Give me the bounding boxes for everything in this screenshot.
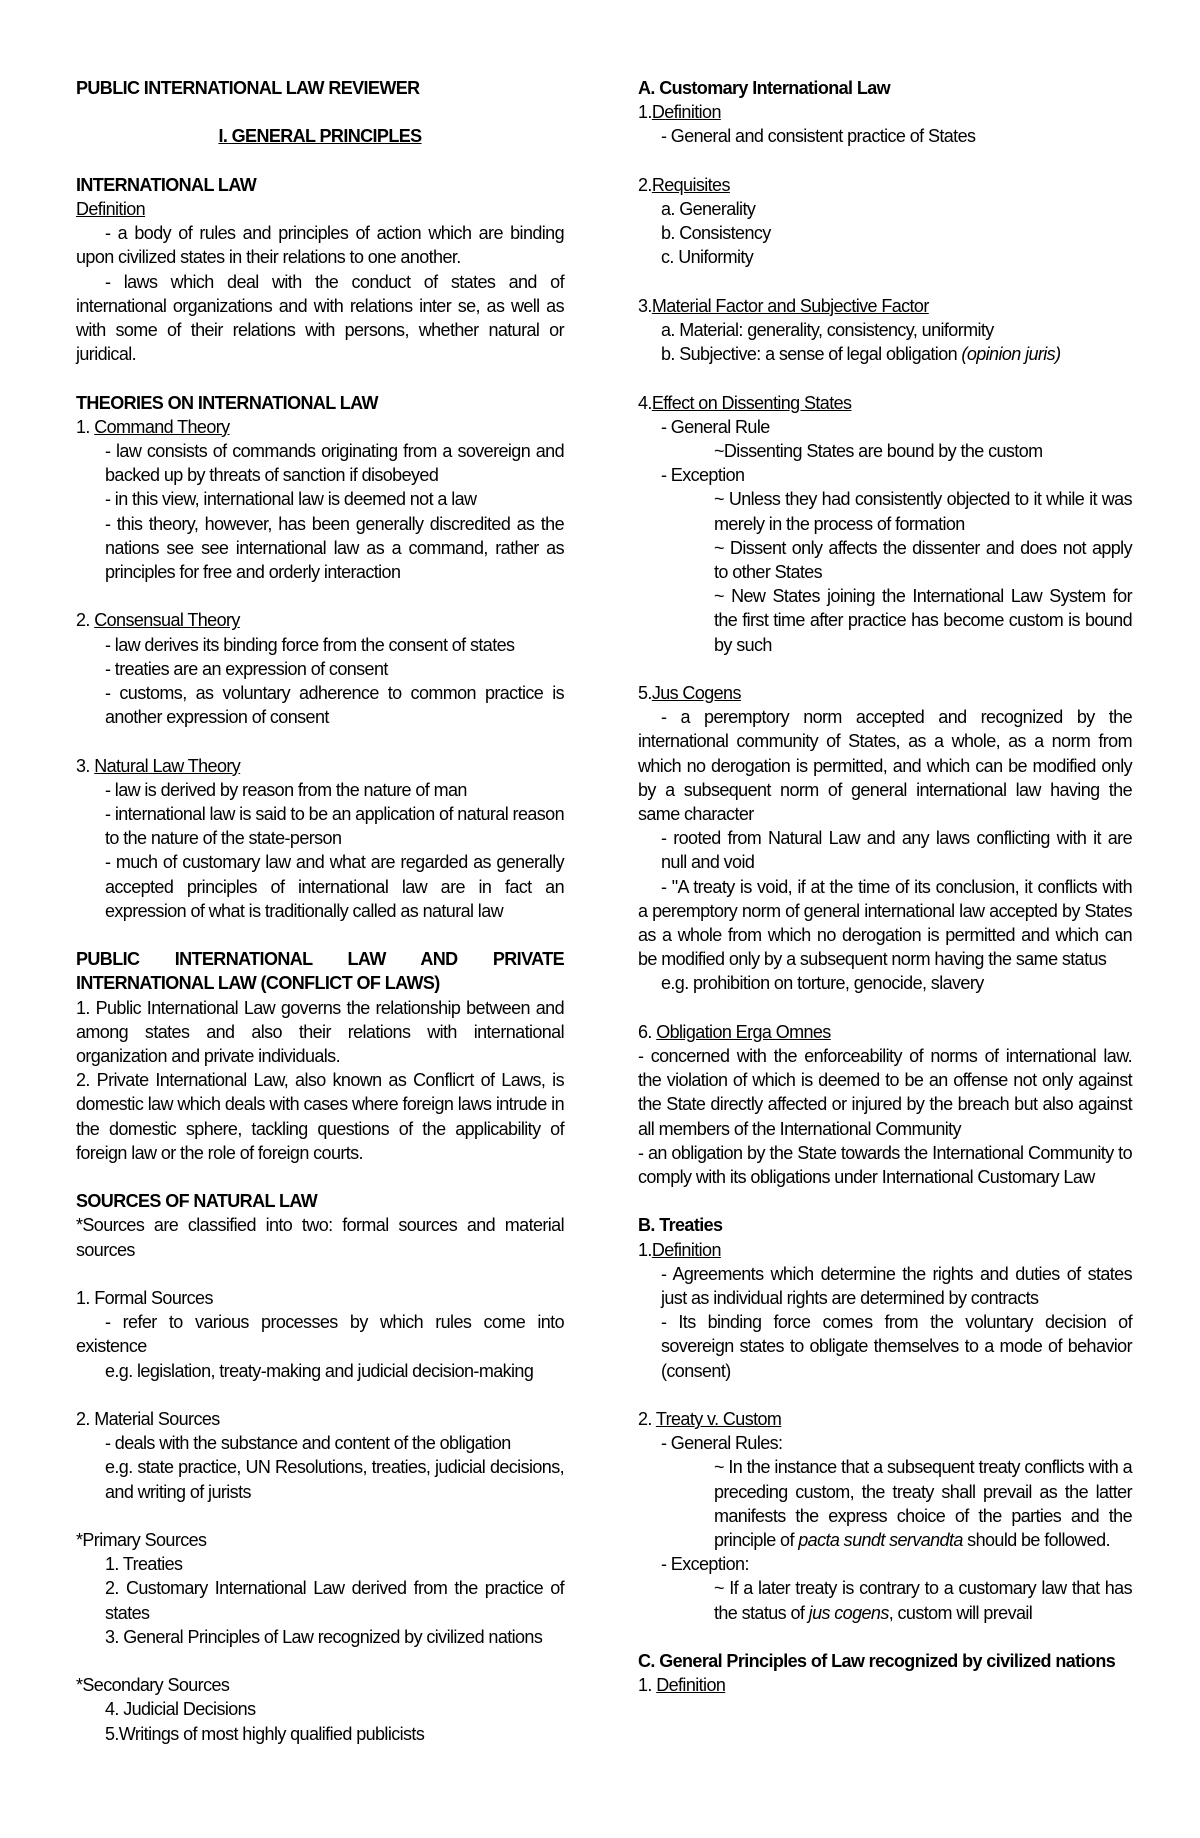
command-theory-p3: - this theory, however, has been generally discredited as the nations see see international law as a command, rather as principles for free and orderly interaction — [105, 513, 564, 583]
secondary-sources-title: *Secondary Sources — [76, 1675, 230, 1696]
customary-definition-text: - General and consistent practice of States — [661, 126, 976, 147]
natural-law-theory-title: 3. Natural Law Theory — [76, 755, 241, 776]
consensual-theory-p3: - customs, as voluntary adherence to common practice is another expression of consent — [105, 683, 564, 728]
consensual-theory-title: 2. Consensual Theory — [76, 610, 240, 631]
command-theory-p2: - in this view, international law is deemed not a law — [105, 489, 477, 510]
intl-law-def-1: - a body of rules and principles of action which are binding upon civilized states in their relations to one another. — [76, 223, 564, 268]
treaty-exception-label: - Exception: — [661, 1554, 749, 1575]
formal-sources-p1: - refer to various processes by which rules come into existence — [76, 1312, 564, 1357]
primary-sources-title: *Primary Sources — [76, 1530, 207, 1551]
requisites-title: 2.Requisites — [638, 174, 730, 195]
intl-law-definition-label: Definition — [76, 198, 146, 219]
natural-law-theory-p2: - international law is said to be an application of natural reason to the nature of the state-person — [105, 804, 564, 849]
material-sources-eg: e.g. state practice, UN Resolutions, treaties, judicial decisions, and writing of jurists — [105, 1457, 564, 1502]
material-factor-a: a. Material: generality, consistency, uniformity — [661, 320, 994, 340]
intl-law-heading: INTERNATIONAL LAW — [76, 174, 257, 195]
primary-source-item: 1. Treaties — [105, 1554, 183, 1575]
general-principles-heading: C. General Principles of Law recognized by civilized nations — [638, 1651, 1116, 1672]
formal-sources-title: 1. Formal Sources — [76, 1288, 213, 1309]
theories-heading: THEORIES ON INTERNATIONAL LAW — [76, 392, 378, 413]
requisite-item: b. Consistency — [661, 223, 771, 244]
material-factor-b: b. Subjective: a sense of legal obligation (opinion juris) — [661, 344, 1061, 365]
customary-definition-title: 1.Definition — [638, 102, 721, 123]
erga-omnes-p2: - an obligation by the State towards the International Community to comply with its obligations under International Customary Law — [638, 1142, 1132, 1188]
exception-item: ~ New States joining the International Law System for the first time after practice has become custom is bound by such — [714, 586, 1132, 655]
material-factor-title: 3.Material Factor and Subjective Factor — [638, 295, 929, 316]
general-principles-definition-title: 1. Definition — [638, 1675, 726, 1696]
requisite-item: c. Uniformity — [661, 247, 754, 268]
treaty-exception-text: ~ If a later treaty is contrary to a customary law that has the status of jus cogens, custom will prevail — [714, 1578, 1132, 1623]
exception-item: ~ Unless they had consistently objected to it while it was merely in the process of formation — [714, 489, 1132, 534]
treaties-definition-title: 1.Definition — [638, 1239, 721, 1260]
general-rule-label: - General Rule — [661, 416, 770, 437]
jus-cogens-p1: - a peremptory norm accepted and recognized by the international community of States, as a whole, as a norm from which no derogation is permitted, and which can be modified only by a subsequent norm of general international law having the same character — [638, 707, 1132, 825]
material-sources-title: 2. Material Sources — [76, 1409, 220, 1430]
consensual-theory-p2: - treaties are an expression of consent — [105, 658, 388, 679]
customary-heading: A. Customary International Law — [638, 78, 891, 98]
pil-vs-private-p1: 1. Public International Law governs the relationship between and among states and also their relations with international organization and private individuals. — [76, 997, 564, 1067]
command-theory-title: 1. Command Theory — [76, 416, 230, 437]
treaty-v-custom-title: 2. Treaty v. Custom — [638, 1409, 782, 1430]
natural-law-theory-p1: - law is derived by reason from the nature of man — [105, 779, 467, 800]
primary-source-item: 2. Customary International Law derived from the practice of states — [105, 1578, 564, 1623]
jus-cogens-title: 5.Jus Cogens — [638, 683, 741, 704]
sources-heading: SOURCES OF NATURAL LAW — [76, 1191, 318, 1212]
erga-omnes-p1: - concerned with the enforceability of norms of international law. the violation of which is deemed to be an offense not only against the State directly affected or injured by the breach but also against all members of the International Community — [638, 1046, 1132, 1139]
treaties-def-p1: - Agreements which determine the rights and duties of states just as individual rights are determined by contracts — [661, 1263, 1132, 1309]
pil-vs-private-heading: PUBLIC INTERNATIONAL LAW AND PRIVATE INTERNATIONAL LAW (CONFLICT OF LAWS) — [76, 949, 564, 994]
treaties-def-p2: - Its binding force comes from the voluntary decision of sovereign states to obligate themselves to a mode of behavior (consent) — [661, 1312, 1132, 1381]
secondary-source-item: 4. Judicial Decisions — [105, 1699, 256, 1720]
material-sources-p1: - deals with the substance and content of the obligation — [105, 1433, 511, 1454]
exception-label: - Exception — [661, 465, 745, 486]
pil-vs-private-p2: 2. Private International Law, also known as Conflicrt of Laws, is domestic law which deals with cases where foreign laws intrude in the domestic sphere, tackling questions of the applicability of foreign law or the role of foreign courts. — [76, 1070, 564, 1163]
consensual-theory-p1: - law derives its binding force from the consent of states — [105, 634, 515, 655]
jus-cogens-p3: - "A treaty is void, if at the time of its conclusion, it conflicts with a peremptory norm of general international law accepted by States as a whole from which no derogation is permitted and which can be modified only by a subsequent norm having the same status — [638, 876, 1132, 970]
general-rule-text: ~Dissenting States are bound by the custom — [714, 441, 1043, 461]
exception-item: ~ Dissent only affects the dissenter and does not apply to other States — [714, 537, 1132, 583]
dissenting-states-title: 4.Effect on Dissenting States — [638, 392, 852, 413]
requisite-item: a. Generality — [661, 199, 756, 219]
right-column — [638, 76, 1132, 1697]
general-rules-text: ~ In the instance that a subsequent treaty conflicts with a preceding custom, the treaty shall prevail as the latter manifests the express choice of the parties and the principle of pacta sundt servandta should be followed. — [714, 1457, 1132, 1551]
general-rules-label: - General Rules: — [661, 1433, 783, 1454]
command-theory-p1: - law consists of commands originating from a sovereign and backed up by threats of sanction if disobeyed — [105, 441, 564, 486]
document-title: PUBLIC INTERNATIONAL LAW REVIEWER — [76, 78, 420, 98]
erga-omnes-title: 6. Obligation Erga Omnes — [638, 1021, 831, 1042]
treaties-heading: B. Treaties — [638, 1215, 723, 1236]
natural-law-theory-p3: - much of customary law and what are regarded as generally accepted principles of international law are in fact an expression of what is traditionally called as natural law — [105, 852, 564, 921]
primary-source-item: 3. General Principles of Law recognized by civilized nations — [105, 1626, 543, 1647]
formal-sources-eg: e.g. legislation, treaty-making and judicial decision-making — [105, 1360, 534, 1381]
jus-cogens-eg: e.g. prohibition on torture, genocide, slavery — [661, 973, 984, 994]
intl-law-def-2: - laws which deal with the conduct of states and of international organizations and with relations inter se, as well as with some of their relations with persons, whether natural or juridical. — [76, 271, 564, 365]
jus-cogens-p2: - rooted from Natural Law and any laws conflicting with it are null and void — [661, 828, 1132, 873]
left-column — [76, 76, 564, 1746]
sources-intro: *Sources are classified into two: formal sources and material sources — [76, 1215, 564, 1260]
part-title: I. GENERAL PRINCIPLES — [218, 126, 422, 147]
secondary-source-item: 5.Writings of most highly qualified publicists — [105, 1723, 425, 1744]
